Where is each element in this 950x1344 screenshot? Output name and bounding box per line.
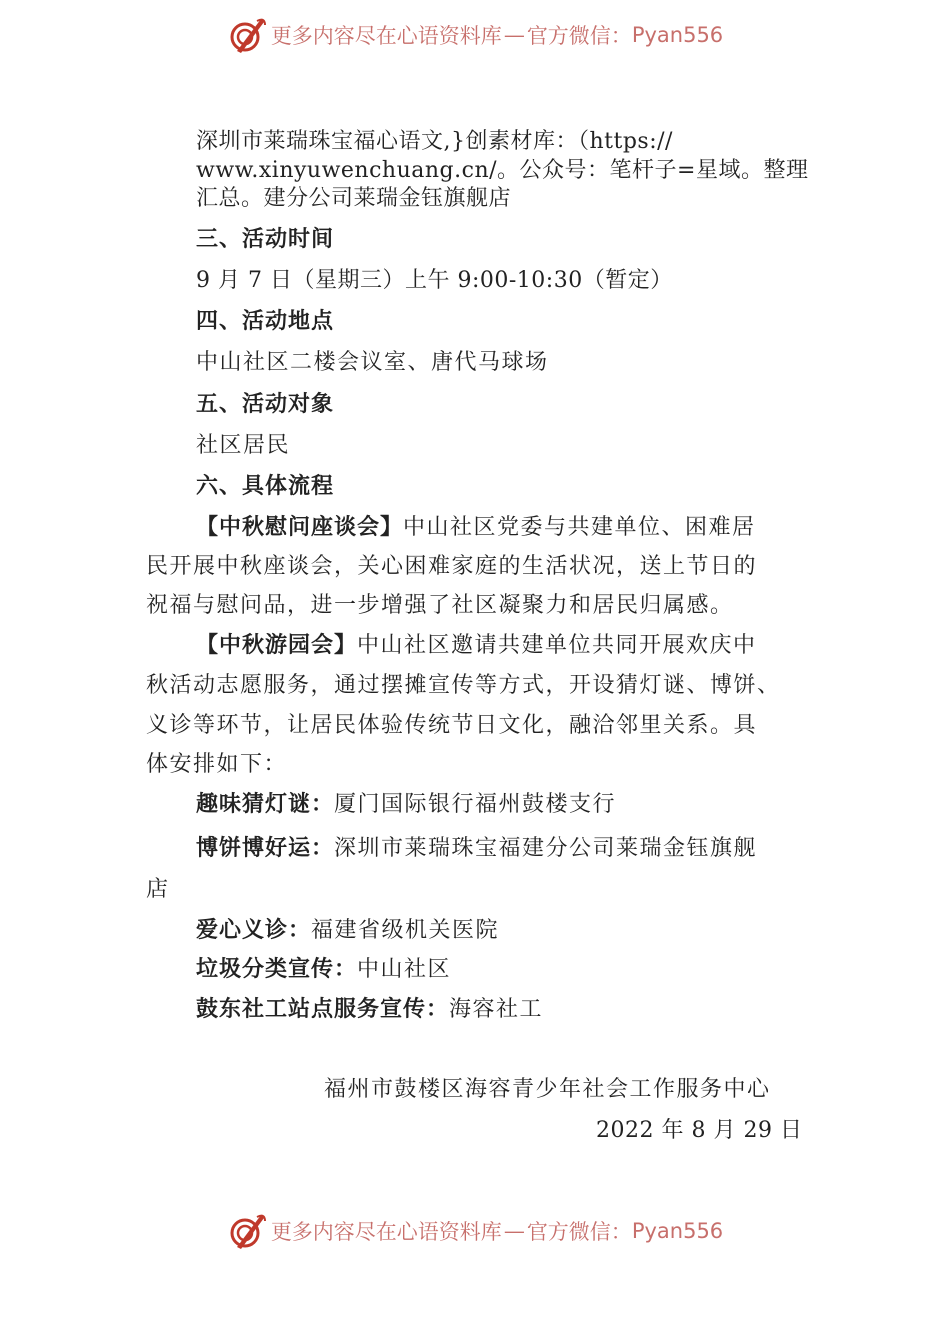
quill-pen-logo-icon [227,1211,267,1251]
item-value: 福建省级机关医院 [311,918,500,943]
header-banner [0,10,950,60]
list-item [196,835,757,863]
signature-date: 2022 年 8 月 29 日 [596,1118,803,1143]
section-5-title: 五、活动对象 [196,392,335,417]
banner-wechat-label: 官方微信： [526,24,632,48]
list-item [196,956,451,984]
item-label: 垃圾分类宣传： [196,957,358,982]
banner-text: 更多内容尽在心语资料库 [270,24,502,48]
para-1-lead: 【中秋慰问座谈会】 [196,515,404,540]
item-label: 爱心义诊： [196,918,312,943]
item-value-continued: 店 [146,877,170,902]
list-item [196,917,499,945]
section-6-title: 六、具体流程 [196,474,335,499]
para-1-line-2: 民开展中秋座谈会，关心困难家庭的生活状况，送上节日的 [146,554,758,579]
intro-line-1: 深圳市莱瑞珠宝福心语文,}创素材库：（https:// [196,129,673,154]
para-2-line-3: 义诊等环节，让居民体验传统节日文化，融洽邻里关系。具 [146,713,758,738]
quill-pen-logo-icon [227,15,267,55]
banner-text: 更多内容尽在心语资料库 [270,1220,502,1244]
intro-line-2: www.xinyuwenchuang.cn/。公众号：笔杆子=星域。整理 [196,158,809,183]
item-value: 深圳市莱瑞珠宝福建分公司莱瑞金钰旗舰 [334,836,758,861]
para-2-line-2: 秋活动志愿服务，通过摆摊宣传等方式，开设猜灯谜、博饼、 [146,673,781,698]
para-2-text-1: 中山社区邀请共建单位共同开展欢庆中 [357,633,757,658]
signature-org: 福州市鼓楼区海容青少年社会工作服务中心 [324,1077,771,1102]
banner-wechat-handle: Pyan556 [631,1219,724,1243]
item-label: 博饼博好运： [196,836,335,861]
list-item [196,791,616,819]
banner-separator: — [503,23,525,47]
section-5-content: 社区居民 [196,433,291,458]
item-value: 中山社区 [357,957,452,982]
section-4-title: 四、活动地点 [196,309,335,334]
para-2-line-1 [196,632,757,660]
section-3-title: 三、活动时间 [196,227,335,252]
para-1-text-1: 中山社区党委与共建单位、困难居 [403,515,756,540]
para-1-line-1 [196,514,756,542]
para-1-line-3: 祝福与慰问品，进一步增强了社区凝聚力和居民归属感。 [146,593,734,618]
list-item [196,996,543,1024]
item-value: 厦门国际银行福州鼓楼支行 [334,792,617,817]
para-2-lead: 【中秋游园会】 [196,633,358,658]
item-value: 海容社工 [449,997,544,1022]
para-2-line-4: 体安排如下： [146,752,288,777]
intro-line-3: 汇总。建分公司莱瑞金钰旗舰店 [196,186,512,211]
item-label: 趣味猜灯谜： [196,792,335,817]
banner-separator: — [503,1219,525,1243]
banner-wechat-label: 官方微信： [526,1220,632,1244]
section-3-content: 9 月 7 日（星期三）上午 9:00-10:30（暂定） [196,268,673,293]
footer-banner [0,1206,950,1256]
item-label: 鼓东社工站点服务宣传： [196,997,450,1022]
section-4-content: 中山社区二楼会议室、唐代马球场 [196,350,549,375]
banner-wechat-handle: Pyan556 [631,23,724,47]
